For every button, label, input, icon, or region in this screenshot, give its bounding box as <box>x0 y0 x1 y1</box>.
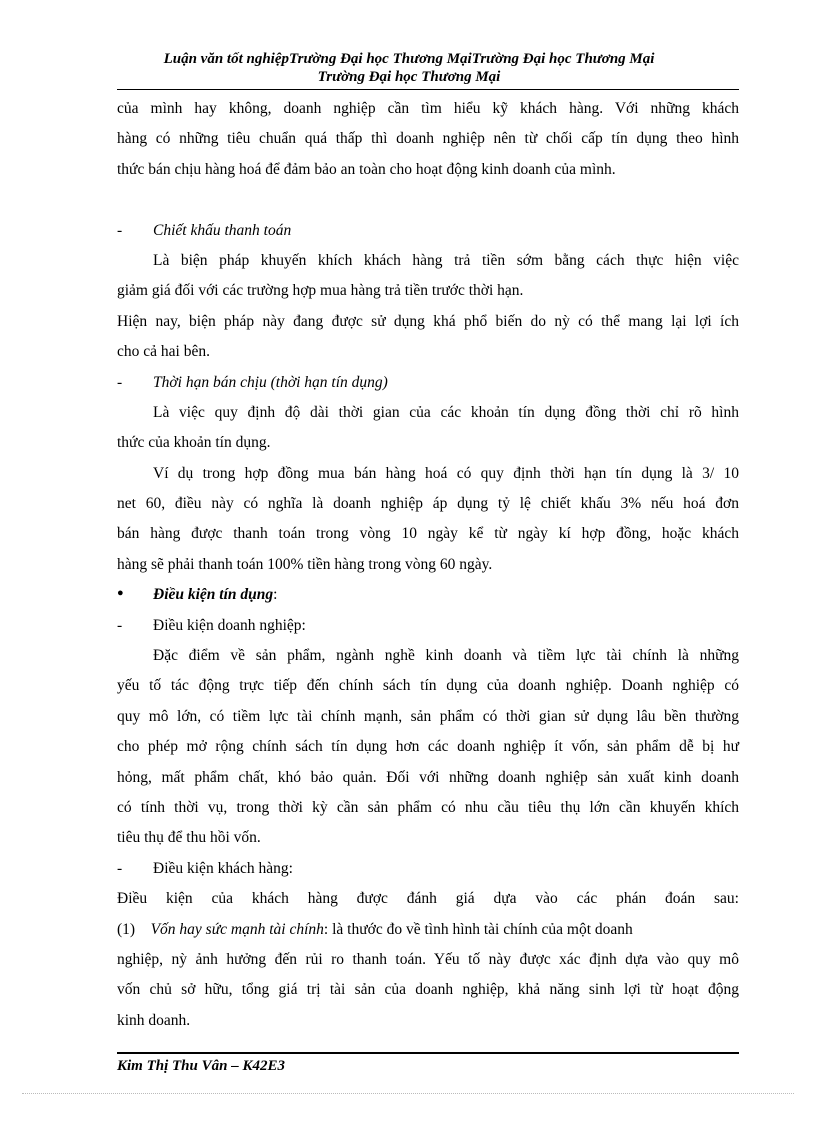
paragraph-line: cho cả hai bên. <box>117 343 210 361</box>
paragraph-line: thức bán chịu hàng hoá để đảm bảo an toàn cho hoạt động kinh doanh của mình. <box>117 160 616 178</box>
bullet-marker: ● <box>117 587 124 600</box>
paragraph-line: hàng có những tiêu chuẩn quá thấp thì doanh nghiệp nên từ chối cấp tín dụng theo hình <box>117 130 739 148</box>
item-text: : là thước đo về tình hình tài chính của một doanh <box>323 920 633 938</box>
section-heading: Điều kiện tín dụng <box>153 586 274 604</box>
paragraph-line: bán hàng được thanh toán trong vòng 10 ngày kể từ ngày kí hợp đồng, hoặc khách <box>117 525 739 543</box>
paragraph-line: quy mô lớn, có tiềm lực tài chính mạnh, sản phẩm có thời gian sử dụng lâu bền thường <box>117 707 739 725</box>
item-number: (1) <box>117 920 136 938</box>
paragraph-line: cho phép mở rộng chính sách tín dụng hơn các doanh nghiệp ít vốn, sản phẩm dễ bị hư <box>117 738 739 756</box>
paragraph-line: nghiệp, nỳ ảnh hưởng đến rủi ro thanh toán. Yếu tố này được xác định dựa vào quy mô <box>117 950 739 968</box>
paragraph-line: hàng sẽ phải thanh toán 100% tiền hàng trong vòng 60 ngày. <box>117 555 493 573</box>
paragraph-line-numbered <box>117 915 739 945</box>
section-heading: Thời hạn bán chịu (thời hạn tín dụng) <box>153 373 388 391</box>
paragraph-line: Đặc điểm về sản phẩm, ngành nghề kinh doanh và tiềm lực tài chính là những <box>153 647 739 665</box>
paragraph-line: hỏng, mất phẩm chất, khó bảo quản. Đối với những doanh nghiệp sản xuất kinh doanh <box>117 768 739 786</box>
dash-marker: - <box>117 859 123 877</box>
paragraph-line: yếu tố tác động trực tiếp đến chính sách tín dụng của doanh nghiệp. Doanh nghiệp có <box>117 677 739 695</box>
item-term: Vốn hay sức mạnh tài chính <box>150 920 324 938</box>
header-line-1: Luận văn tốt nghiệpTrường Đại học Thương MạiTrường Đại học Thương Mại <box>163 51 655 67</box>
subheading: Điều kiện doanh nghiệp: <box>153 616 306 634</box>
paragraph-line: của mình hay không, doanh nghiệp cần tìm hiểu kỹ khách hàng. Với những khách <box>117 100 739 117</box>
paragraph-line: vốn chủ sở hữu, tổng giá trị tài sản của doanh nghiệp, khả năng sinh lợi từ hoạt động <box>117 981 739 999</box>
paragraph-line: Hiện nay, biện pháp này đang được sử dụng khá phổ biến do nỳ có thể mang lại lợi ích <box>117 312 739 330</box>
paragraph-line: net 60, điều này có nghĩa là doanh nghiệp áp dụng tỷ lệ chiết khấu 3% nếu hoá đơn <box>117 495 739 513</box>
list-item-chiet-khau <box>117 216 739 246</box>
paragraph-line: tiêu thụ để thu hồi vốn. <box>117 829 261 847</box>
heading-colon: : <box>273 586 278 604</box>
dash-marker: - <box>117 373 123 391</box>
paragraph-line: Là biện pháp khuyến khích khách hàng trả tiền sớm bằng cách thực hiện việc <box>153 251 739 269</box>
dash-marker: - <box>117 616 123 634</box>
running-header <box>117 50 701 86</box>
paragraph-line: có tính thời vụ, trong thời kỳ cần sản phẩm có nhu cầu tiêu thụ lớn cần khuyến khích <box>117 798 739 816</box>
paragraph-line: kinh doanh. <box>117 1011 191 1029</box>
header-rule <box>117 89 739 90</box>
section-heading: Chiết khấu thanh toán <box>153 221 292 239</box>
paragraph-line: Điều kiện của khách hàng được đánh giá dựa vào các phán đoán sau: <box>117 890 739 908</box>
header-line-2: Trường Đại học Thương Mại <box>317 69 501 85</box>
paragraph-line: Ví dụ trong hợp đồng mua bán hàng hoá có quy định thời hạn tín dụng là 3/ 10 <box>153 464 739 482</box>
paragraph-line: Là việc quy định độ dài thời gian của các khoản tín dụng đồng thời chỉ rõ hình <box>153 403 739 421</box>
blank-line <box>117 185 739 215</box>
paragraph-line: giảm giá đối với các trường hợp mua hàng trả tiền trước thời hạn. <box>117 282 524 300</box>
list-item-kh <box>117 854 739 884</box>
footer-rule <box>117 1052 739 1054</box>
body-text <box>117 94 739 1036</box>
list-item-dn <box>117 611 739 641</box>
dash-marker: - <box>117 221 123 239</box>
page-edge <box>22 1093 794 1094</box>
list-item-thoi-han <box>117 368 739 398</box>
subheading: Điều kiện khách hàng: <box>153 859 293 877</box>
running-footer: Kim Thị Thu Vân – K42E3 <box>117 1058 285 1074</box>
list-item-dieu-kien <box>117 580 739 610</box>
paragraph-line: thức của khoản tín dụng. <box>117 434 271 452</box>
